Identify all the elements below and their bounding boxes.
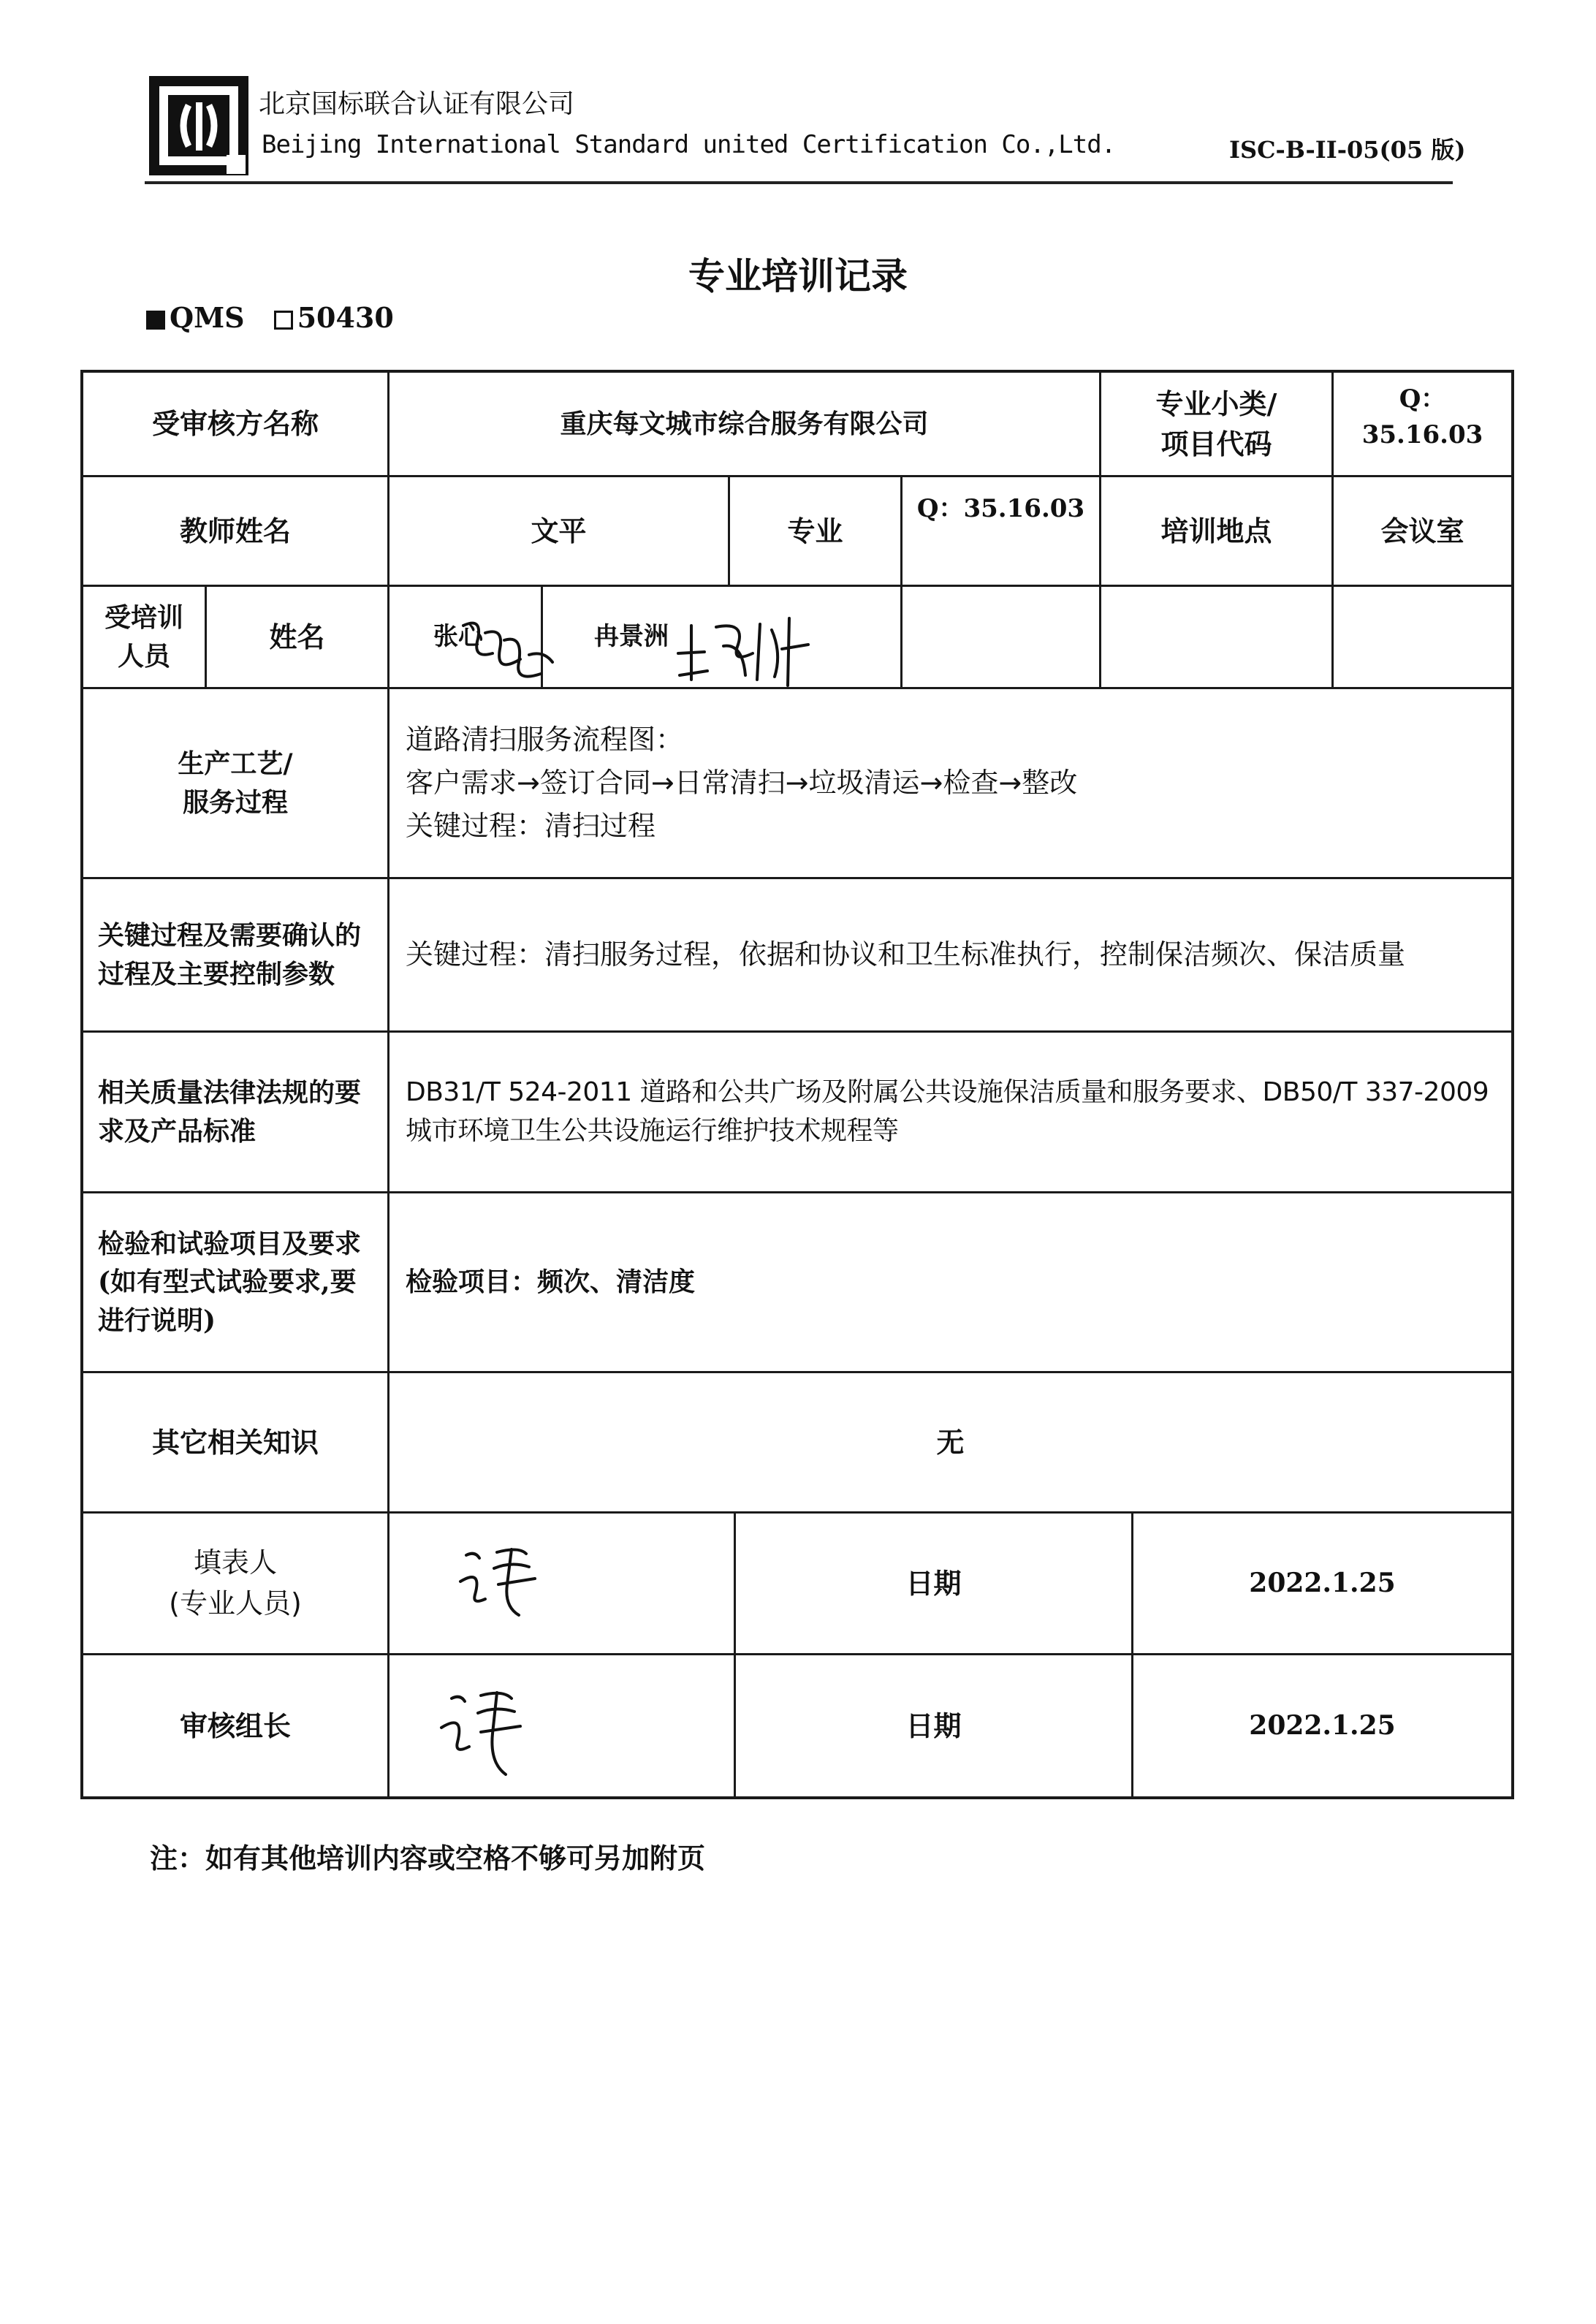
process-line: 道路清扫服务流程图： xyxy=(406,724,684,756)
test-label-line3: 进行说明) xyxy=(98,1305,216,1336)
checkbox-qms[interactable] xyxy=(146,301,245,334)
process-line: 关键过程：清扫过程 xyxy=(406,809,656,842)
test-label-line2: (如有型式试验要求,要 xyxy=(98,1267,357,1298)
auditee-value: 重庆每文城市综合服务有限公司 xyxy=(560,408,929,439)
category-label xyxy=(1101,373,1331,475)
header-rule xyxy=(145,181,1453,184)
test-label-line1: 检验和试验项目及要求 xyxy=(98,1229,362,1260)
other-value: 无 xyxy=(936,1425,965,1459)
checked-box-icon xyxy=(146,311,165,330)
leader-date-value: 2022.1.25 xyxy=(1249,1710,1396,1742)
place-value: 会议室 xyxy=(1380,514,1464,547)
trainee-2-signature-icon xyxy=(672,610,818,690)
auditee-label: 受审核方名称 xyxy=(151,407,319,441)
col-divider xyxy=(1099,585,1101,687)
teacher-value: 文平 xyxy=(531,514,587,547)
system-checkboxes xyxy=(146,301,394,334)
teacher-label: 教师姓名 xyxy=(179,514,291,547)
specialty-value: Q：35.16.03 xyxy=(916,494,1085,523)
trainees-label-line1: 受培训 xyxy=(104,602,183,634)
law-label xyxy=(83,1033,387,1191)
trainee-2-name: 冉景洲 xyxy=(594,621,669,651)
trainees-label-line2: 人员 xyxy=(117,640,170,672)
process-content xyxy=(390,689,1511,877)
other-label: 其它相关知识 xyxy=(151,1425,319,1459)
test-value: 检验项目：频次、清洁度 xyxy=(406,1267,696,1298)
process-label-line1: 生产工艺/ xyxy=(178,748,293,780)
document-title: 专业培训记录 xyxy=(688,254,908,297)
filler-signature-icon xyxy=(453,1539,555,1619)
test-label xyxy=(83,1193,387,1371)
company-name-cn: 北京国标联合认证有限公司 xyxy=(259,89,575,119)
category-label-line2: 项目代码 xyxy=(1160,428,1272,460)
process-line: 客户需求→签订合同→日常清扫→垃圾清运→检查→整改 xyxy=(406,767,1078,800)
law-value-line2: 城市环境卫生公共设施运行维护技术规程等 xyxy=(406,1115,899,1146)
law-label-line2: 求及产品标准 xyxy=(98,1115,256,1147)
form-code: ISC-B-II-05(05 版) xyxy=(1229,136,1466,164)
category-label-line1: 专业小类/ xyxy=(1155,387,1277,420)
checkbox-50430-label: 50430 xyxy=(297,301,394,334)
key-process-label-line2: 过程及主要控制参数 xyxy=(98,958,335,990)
filler-label xyxy=(83,1514,387,1653)
name-label: 姓名 xyxy=(269,620,325,653)
table-border-bottom xyxy=(80,1796,1514,1799)
filler-date-label: 日期 xyxy=(905,1566,962,1600)
process-label-line2: 服务过程 xyxy=(182,786,288,818)
trainees-label xyxy=(83,587,205,687)
law-value-line1: DB31/T 524-2011 道路和公共广场及附属公共设施保洁质量和服务要求、DB50/T 337-2009 xyxy=(406,1077,1489,1108)
category-code-value: Q：35.16.03 xyxy=(1361,384,1483,450)
leader-date-label: 日期 xyxy=(905,1709,962,1742)
company-name-en: Beijing International Standard united Certification Co.,Ltd. xyxy=(262,130,1116,159)
checkbox-qms-label: QMS xyxy=(170,301,245,334)
key-process-label-line1: 关键过程及需要确认的 xyxy=(98,920,362,952)
key-process-label xyxy=(83,879,387,1030)
place-label: 培训地点 xyxy=(1160,514,1272,547)
footnote: 注：如有其他培训内容或空格不够可另加附页 xyxy=(150,1842,706,1875)
trainee-1-signature-icon xyxy=(453,611,563,691)
checkbox-50430[interactable] xyxy=(274,301,394,334)
process-label xyxy=(83,689,387,877)
unchecked-box-icon xyxy=(274,311,293,330)
law-value xyxy=(390,1033,1511,1191)
specialty-label: 专业 xyxy=(787,514,843,547)
filler-label-line1: 填表人 xyxy=(193,1546,277,1579)
trainee-1-name: 张心 xyxy=(433,621,483,651)
law-label-line1: 相关质量法律法规的要 xyxy=(98,1077,362,1109)
leader-label: 审核组长 xyxy=(179,1709,291,1742)
filler-label-line2: (专业人员) xyxy=(169,1587,302,1619)
filler-date-value: 2022.1.25 xyxy=(1249,1568,1396,1599)
company-logo xyxy=(146,73,251,178)
key-process-value: 关键过程：清扫服务过程，依据和协议和卫生标准执行，控制保洁频次、保洁质量 xyxy=(406,938,1406,971)
leader-signature-icon xyxy=(436,1681,538,1783)
